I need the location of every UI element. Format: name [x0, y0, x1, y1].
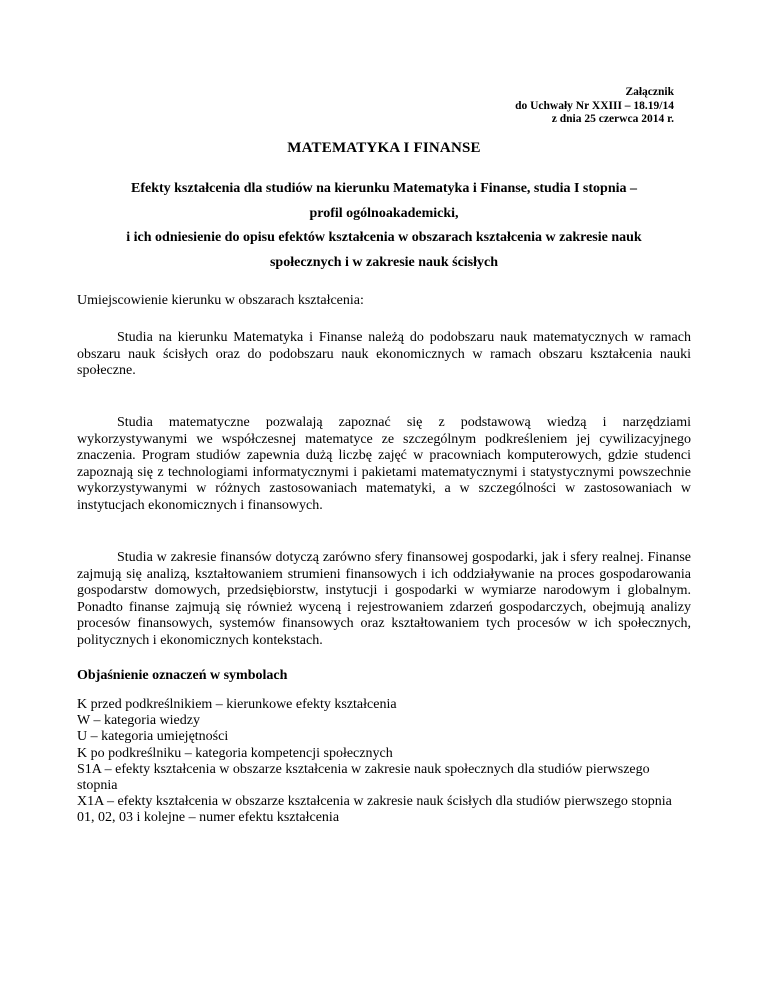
subtitle-line-3: i ich odniesienie do opisu efektów kształcenia w obszarach kształcenia w zakresie nauk	[126, 230, 642, 245]
location-lead: Umiejscowienie kierunku w obszarach kształcenia:	[77, 293, 364, 308]
symbol-item: K przed podkreślnikiem – kierunkowe efekty kształcenia	[77, 697, 397, 712]
symbol-item: X1A – efekty kształcenia w obszarze kształcenia w zakresie nauk ścisłych dla studiów pierwszego stopnia	[77, 794, 672, 810]
annex-resolution: do Uchwały Nr XXIII – 18.19/14	[515, 99, 674, 112]
paragraph-3: Studia w zakresie finansów dotyczą zarówno sfery finansowej gospodarki, jak i sfery realnej. Finanse zajmują się analizą, kształtowaniem strumieni finansowych i ich oddziaływanie na proces gospodarowania gospodarstw domowych, przedsiębiorstw, instytucji i gospodarki w wymiarze narodowym i globalnym. Ponadto finanse zajmują się również wyceną i rejestrowaniem zdarzeń gospodarczych, obejmują analizy procesów finansowych, systemów finansowych oraz kształtowaniem tych procesów w ich społecznych, politycznych i ekonomicznych kontekstach.	[77, 550, 691, 648]
symbol-item: U – kategoria umiejętności	[77, 729, 229, 745]
page-title: MATEMATYKA I FINANSE	[287, 140, 481, 156]
subtitle-line-2: profil ogólnoakademicki,	[309, 205, 459, 221]
annex-note	[515, 86, 674, 127]
subtitle-line-1: Efekty kształcenia dla studiów na kierunku Matematyka i Finanse, studia I stopnia –	[130, 181, 638, 196]
symbol-item: S1A – efekty kształcenia w obszarze kształcenia w zakresie nauk społecznych dla studiów pierwszego stopnia	[77, 761, 650, 794]
symbols-heading: Objaśnienie oznaczeń w symbolach	[77, 668, 288, 683]
symbol-item: K po podkreślniku – kategoria kompetencji społecznych	[77, 745, 393, 761]
symbols-list	[77, 697, 691, 827]
subtitle-line-4: społecznych i w zakresie nauk ścisłych	[269, 254, 499, 270]
paragraph-1: Studia na kierunku Matematyka i Finanse należą do podobszaru nauk matematycznych w ramach obszaru nauk ścisłych oraz do podobszaru nauk ekonomicznych w ramach obszaru kształcenia nauki społeczne.	[77, 330, 691, 378]
annex-date: z dnia 25 czerwca 2014 r.	[551, 113, 674, 125]
annex-label: Załącznik	[625, 86, 674, 98]
symbol-item: 01, 02, 03 i kolejne – numer efektu kształcenia	[77, 810, 340, 826]
symbol-item: W – kategoria wiedzy	[77, 713, 200, 729]
paragraph-2: Studia matematyczne pozwalają zapoznać się z podstawową wiedzą i narzędziami wykorzystywanymi we współczesnej matematyce ze szczególnym podkreśleniem jej cywilizacyjnego znaczenia. Program studiów zapewnia dużą liczbę zajęć w pracowniach komputerowych, gdzie studenci zapoznają się z technologiami informatycznymi i pakietami matematycznymi i statystycznymi powszechnie wykorzystywanymi w różnych zastosowaniach matematyki, a w szczególności w zastosowaniach w instytucjach ekonomicznych i finansowych.	[77, 415, 691, 513]
document-subtitle	[60, 177, 708, 275]
